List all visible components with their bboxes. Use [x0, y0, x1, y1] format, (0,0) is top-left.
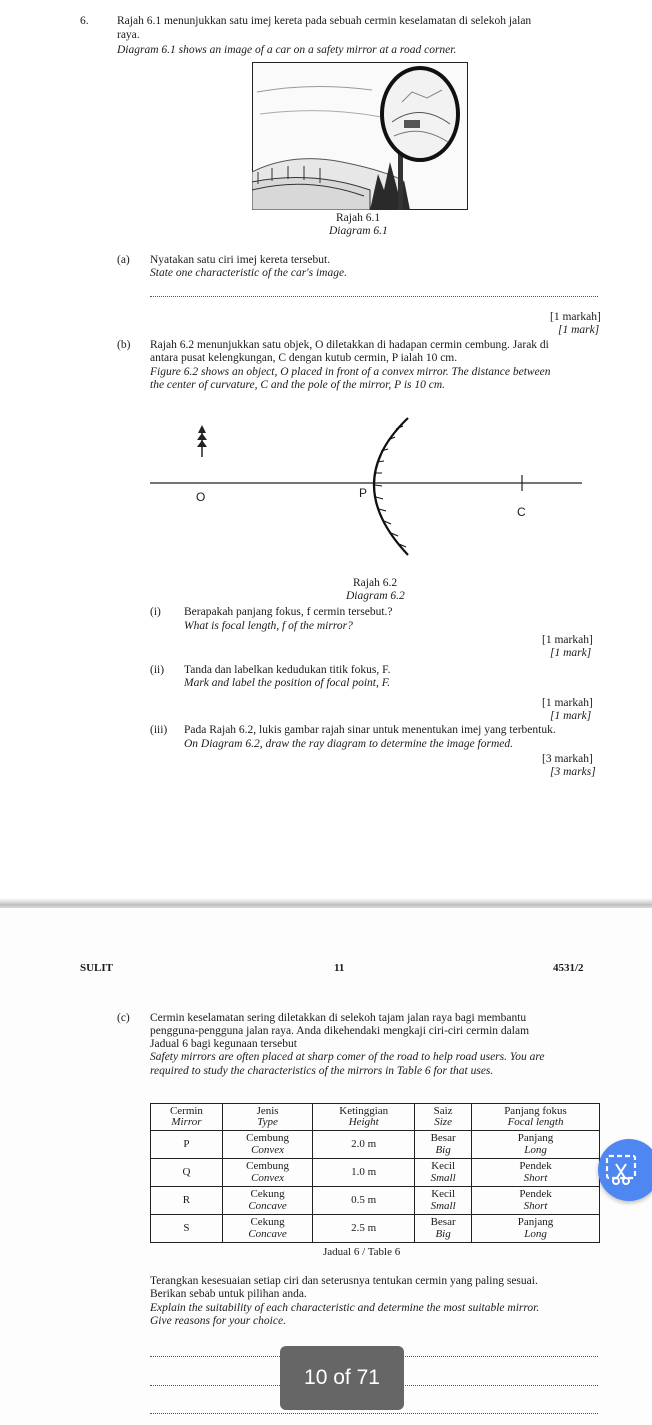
cell-height: 2.0 m — [313, 1131, 415, 1159]
part-c-en-line2: required to study the characteristics of the mirrors in Table 6 for that uses. — [150, 1065, 494, 1077]
safety-mirror-illustration — [252, 62, 468, 210]
cell-focal: Pendek Short — [472, 1159, 600, 1187]
cell-focal: Panjang Long — [472, 1215, 600, 1243]
cell-type: Cembung Convex — [222, 1131, 312, 1159]
cell-size: Besar Big — [415, 1131, 472, 1159]
part-ii-label: (ii) — [150, 664, 165, 676]
cell-type: Cembung Convex — [222, 1159, 312, 1187]
table-header-row — [151, 1104, 600, 1131]
intro-ms-line2: raya. — [117, 29, 140, 41]
part-c-en-line1: Safety mirrors are often placed at sharp comer of the road to help road users. You are — [150, 1051, 545, 1063]
table-row — [151, 1159, 600, 1187]
part-c-ms-line2: pengguna-pengguna jalan raya. Anda dikehendaki mengkaji ciri-ciri cermin dalam — [150, 1025, 530, 1037]
table-row — [151, 1187, 600, 1215]
cell-type: Cekung Concave — [222, 1187, 312, 1215]
cell-height: 0.5 m — [313, 1187, 415, 1215]
part-a-en: State one characteristic of the car's image. — [150, 267, 347, 279]
header-page-number: 11 — [334, 962, 345, 974]
answer-line-a[interactable] — [150, 296, 598, 297]
explain-en-line2: Give reasons for your choice. — [150, 1315, 286, 1327]
cell-height: 1.0 m — [313, 1159, 415, 1187]
table-row — [151, 1131, 600, 1159]
table-caption: Jadual 6 / Table 6 — [323, 1246, 401, 1258]
part-i-en: What is focal length, f of the mirror? — [184, 620, 353, 632]
table-row — [151, 1215, 600, 1243]
col-type: Jenis Type — [222, 1104, 312, 1131]
part-i-marks-ms: [1 markah] — [542, 634, 593, 646]
col-focal-length: Panjang fokus Focal length — [472, 1104, 600, 1131]
page-indicator: 10 of 71 — [280, 1346, 404, 1410]
cell-focal: Pendek Short — [472, 1187, 600, 1215]
question-number: 6. — [80, 15, 89, 27]
part-i-ms: Berapakah panjang fokus, f cermin tersebut.? — [184, 606, 393, 618]
explain-ms-line1: Terangkan kesesuaian setiap ciri dan seterusnya tentukan cermin yang paling sesuai. — [150, 1275, 538, 1287]
fig1-caption-ms: Rajah 6.1 — [336, 212, 381, 224]
cell-mirror: P — [151, 1131, 223, 1159]
crop-cut-fab-button[interactable] — [598, 1139, 652, 1201]
part-c-label: (c) — [117, 1012, 130, 1024]
part-b-ms-line2: antara pusat kelengkungan, C dengan kutub cermin, P ialah 10 cm. — [150, 352, 458, 364]
label-C: C — [517, 505, 526, 519]
part-a-marks-ms: [1 markah] — [550, 311, 601, 323]
part-iii-label: (iii) — [150, 724, 168, 736]
mirror-hatching — [375, 426, 406, 547]
scissors-crop-icon — [601, 1150, 641, 1190]
part-ii-ms: Tanda dan labelkan kedudukan titik fokus, F. — [184, 664, 391, 676]
fig1-caption-en: Diagram 6.1 — [329, 225, 388, 237]
cell-focal: Panjang Long — [472, 1131, 600, 1159]
label-O: O — [196, 490, 206, 504]
cell-size: Kecil Small — [415, 1187, 472, 1215]
cell-mirror: Q — [151, 1159, 223, 1187]
intro-ms-line1: Rajah 6.1 menunjukkan satu imej kereta pada sebuah cermin keselamatan di selekoh jalan — [117, 15, 532, 27]
answer-line[interactable] — [150, 1413, 598, 1414]
cell-height: 2.5 m — [313, 1215, 415, 1243]
part-ii-marks-ms: [1 markah] — [542, 697, 593, 709]
part-a-marks-en: [1 mark] — [558, 324, 600, 336]
part-b-en-line1: Figure 6.2 shows an object, O placed in front of a convex mirror. The distance between — [150, 366, 551, 378]
part-c-ms-line1: Cermin keselamatan sering diletakkan di selekoh tajam jalan raya bagi membantu — [150, 1012, 527, 1024]
convex-mirror-diagram[interactable] — [150, 415, 590, 560]
cell-size: Kecil Small — [415, 1159, 472, 1187]
part-c-ms-line3: Jadual 6 bagi kegunaan tersebut — [150, 1038, 297, 1050]
part-iii-marks-en: [3 marks] — [550, 766, 596, 778]
part-iii-ms: Pada Rajah 6.2, lukis gambar rajah sinar untuk menentukan imej yang terbentuk. — [184, 724, 556, 736]
intro-en: Diagram 6.1 shows an image of a car on a safety mirror at a road corner. — [117, 44, 457, 56]
cell-mirror: S — [151, 1215, 223, 1243]
col-size: Saiz Size — [415, 1104, 472, 1131]
col-mirror: Cermin Mirror — [151, 1104, 223, 1131]
cell-type: Cekung Concave — [222, 1215, 312, 1243]
part-b-en-line2: the center of curvature, C and the pole of the mirror, P is 10 cm. — [150, 379, 446, 391]
fig2-caption-en: Diagram 6.2 — [346, 590, 405, 602]
object-arrow — [197, 425, 207, 457]
mirror-table — [150, 1103, 600, 1243]
part-a-label: (a) — [117, 254, 130, 266]
header-paper-code: 4531/2 — [553, 962, 584, 974]
part-a-ms: Nyatakan satu ciri imej kereta tersebut. — [150, 254, 331, 266]
label-P: P — [359, 486, 368, 500]
header-sulit: SULIT — [80, 962, 114, 974]
part-iii-en: On Diagram 6.2, draw the ray diagram to determine the image formed. — [184, 738, 513, 750]
fig2-caption-ms: Rajah 6.2 — [353, 577, 398, 589]
part-i-label: (i) — [150, 606, 161, 618]
cell-mirror: R — [151, 1187, 223, 1215]
part-ii-marks-en: [1 mark] — [550, 710, 592, 722]
part-i-marks-en: [1 mark] — [550, 647, 592, 659]
part-ii-en: Mark and label the position of focal point, F. — [184, 677, 391, 689]
part-b-label: (b) — [117, 339, 131, 351]
explain-en-line1: Explain the suitability of each characteristic and determine the most suitable mirror. — [150, 1302, 540, 1314]
part-b-ms-line1: Rajah 6.2 menunjukkan satu objek, O diletakkan di hadapan cermin cembung. Jarak di — [150, 339, 549, 351]
col-height: Ketinggian Height — [313, 1104, 415, 1131]
part-iii-marks-ms: [3 markah] — [542, 753, 593, 765]
cell-size: Besar Big — [415, 1215, 472, 1243]
explain-ms-line2: Berikan sebab untuk pilihan anda. — [150, 1288, 307, 1300]
